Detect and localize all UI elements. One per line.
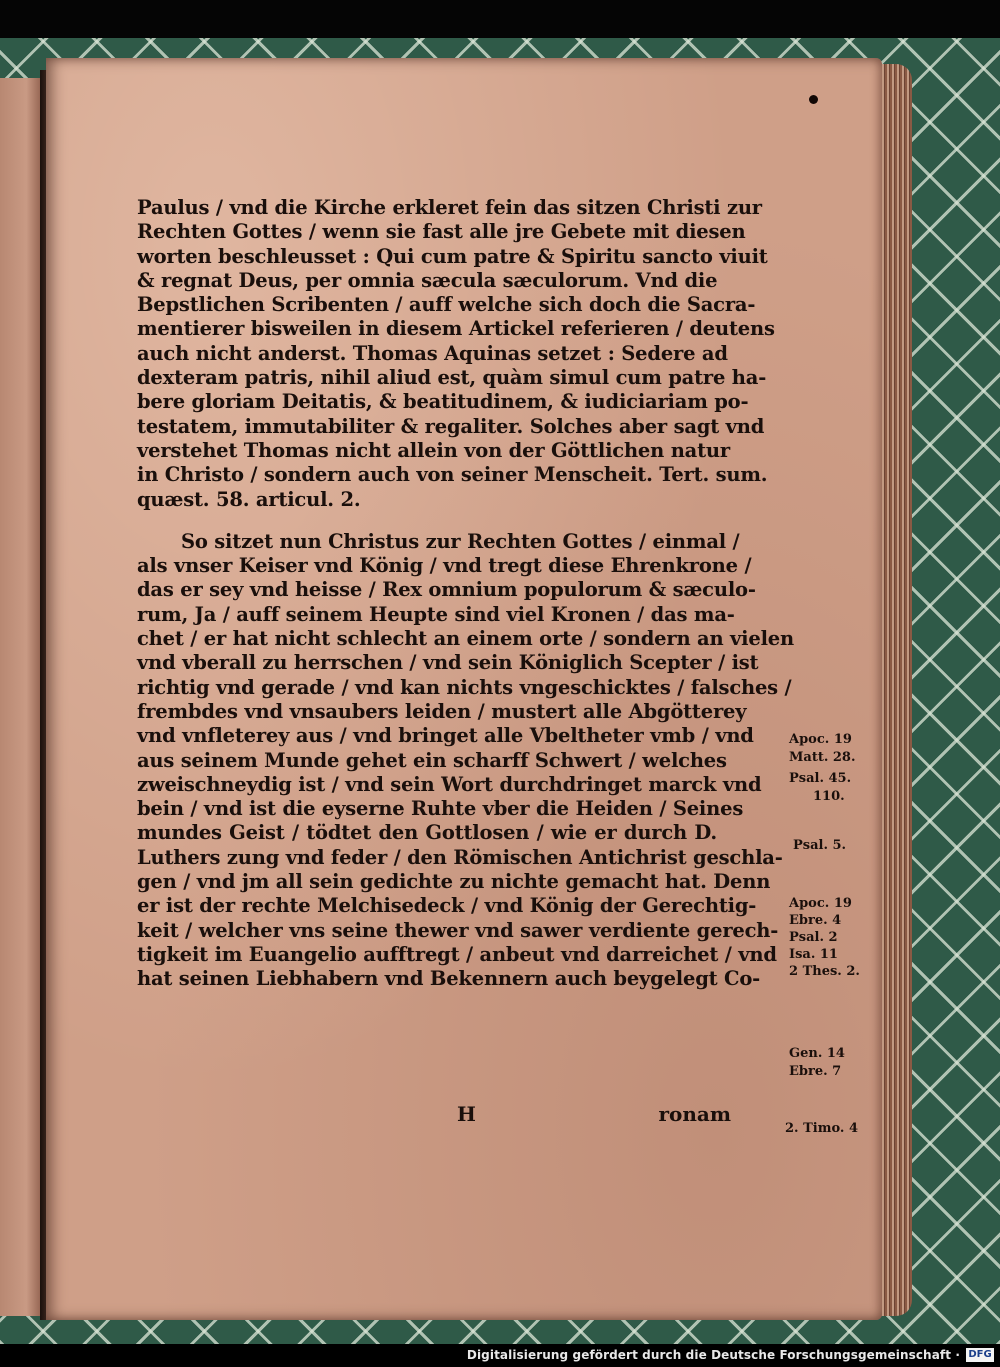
text-line: zweischneydig ist / vnd sein Wort durchdringet marck vnd bbox=[137, 772, 762, 796]
margin-note: Psal. 5. bbox=[793, 838, 847, 853]
margin-note: Gen. 14 bbox=[789, 1046, 845, 1061]
text-line: gen / vnd jm all sein gedichte zu nichte gemacht hat. Denn bbox=[137, 870, 771, 894]
text-line: auch nicht anderst. Thomas Aquinas setzet : Sedere ad bbox=[137, 341, 728, 365]
text-line: testatem, immutabiliter & regaliter. Solches aber sagt vnd bbox=[137, 414, 765, 438]
text-line: das er sey vnd heisse / Rex omnium populorum & sæculo- bbox=[137, 578, 756, 602]
text-line: bein / vnd ist die eyserne Ruhte vber die Heiden / Seines bbox=[137, 797, 744, 821]
text-line: in Christo / sondern auch von seiner Menscheit. Tert. sum. bbox=[137, 463, 768, 487]
text-line: vnd vnfleterey aus / vnd bringet alle Vbeltheter vmb / vnd bbox=[137, 724, 754, 748]
signature-mark: H bbox=[457, 1102, 476, 1126]
text-line: Paulus / vnd die Kirche erkleret fein das sitzen Christi zur bbox=[137, 196, 762, 219]
margin-note: Matt. 28. bbox=[789, 750, 856, 765]
text-line: So sitzet nun Christus zur Rechten Gottes / einmal / bbox=[181, 529, 740, 553]
margin-note: 2 Thes. 2. bbox=[789, 964, 860, 979]
margin-note: Apoc. 19 bbox=[789, 732, 852, 747]
text-line: tigkeit im Euangelio aufftregt / anbeut vnd darreichet / vnd bbox=[137, 942, 777, 966]
book-page bbox=[46, 58, 882, 1320]
margin-note: 2. Timo. 4 bbox=[785, 1121, 859, 1136]
text-line: vnd vberall zu herrschen / vnd sein Königlich Scepter / ist bbox=[137, 651, 759, 675]
text-line: frembdes vnd vnsaubers leiden / mustert alle Abgötterey bbox=[137, 699, 747, 723]
margin-note: Isa. 11 bbox=[789, 947, 838, 962]
page-hole bbox=[809, 95, 818, 104]
text-line: worten beschleusset : Qui cum patre & Spiritu sancto viuit bbox=[137, 244, 768, 268]
text-line: chet / er hat nicht schlecht an einem orte / sondern an vielen bbox=[137, 627, 794, 651]
text-line: bere gloriam Deitatis, & beatitudinem, & iudiciariam po- bbox=[137, 390, 749, 414]
margin-note: Apoc. 19 bbox=[789, 896, 852, 911]
dfg-logo-icon: DFG bbox=[966, 1348, 994, 1362]
text-line: dexteram patris, nihil aliud est, quàm simul cum patre ha- bbox=[137, 366, 767, 390]
page-footer bbox=[137, 1102, 731, 1132]
catchword: ronam bbox=[658, 1102, 731, 1126]
text-line: Bepstlichen Scribenten / auff welche sich doch die Sacra- bbox=[137, 293, 756, 317]
text-line: mentierer bisweilen in diesem Artickel referieren / deutens bbox=[137, 317, 775, 341]
funding-credit: Digitalisierung gefördert durch die Deutsche Forschungsgemeinschaft · bbox=[466, 1348, 960, 1362]
margin-note: Psal. 45. bbox=[789, 771, 852, 786]
margin-note: 110. bbox=[813, 789, 845, 804]
text-line: mundes Geist / tödtet den Gottlosen / wie er durch D. bbox=[137, 821, 717, 845]
text-line: richtig vnd gerade / vnd kan nichts vngeschicktes / falsches / bbox=[137, 675, 792, 699]
text-line: & regnat Deus, per omnia sæcula sæculorum. Vnd die bbox=[137, 268, 718, 292]
text-line: Rechten Gottes / wenn sie fast alle jre Gebete mit diesen bbox=[137, 220, 746, 244]
text-line: als vnser Keiser vnd König / vnd tregt diese Ehrenkrone / bbox=[137, 554, 752, 578]
text-line: Luthers zung vnd feder / den Römischen Antichrist geschla- bbox=[137, 845, 783, 869]
credit-bar bbox=[0, 1344, 1000, 1367]
text-line: hat seinen Liebhabern vnd Bekennern auch beygelegt Co- bbox=[137, 967, 761, 991]
text-line: er ist der rechte Melchisedeck / vnd König der Gerechtig- bbox=[137, 894, 757, 918]
text-line: rum, Ja / auff seinem Heupte sind viel Kronen / das ma- bbox=[137, 602, 735, 626]
text-line: keit / welcher vns seine thewer vnd sawer verdiente gerech- bbox=[137, 918, 779, 942]
text-line: verstehet Thomas nicht allein von der Göttlichen natur bbox=[137, 438, 730, 462]
margin-note: Ebre. 4 bbox=[789, 913, 842, 928]
margin-note: Ebre. 7 bbox=[789, 1064, 842, 1079]
margin-note: Psal. 2 bbox=[789, 930, 838, 945]
text-line: quæst. 58. articul. 2. bbox=[137, 487, 361, 511]
text-line: aus seinem Munde gehet ein scharff Schwert / welches bbox=[137, 748, 727, 772]
